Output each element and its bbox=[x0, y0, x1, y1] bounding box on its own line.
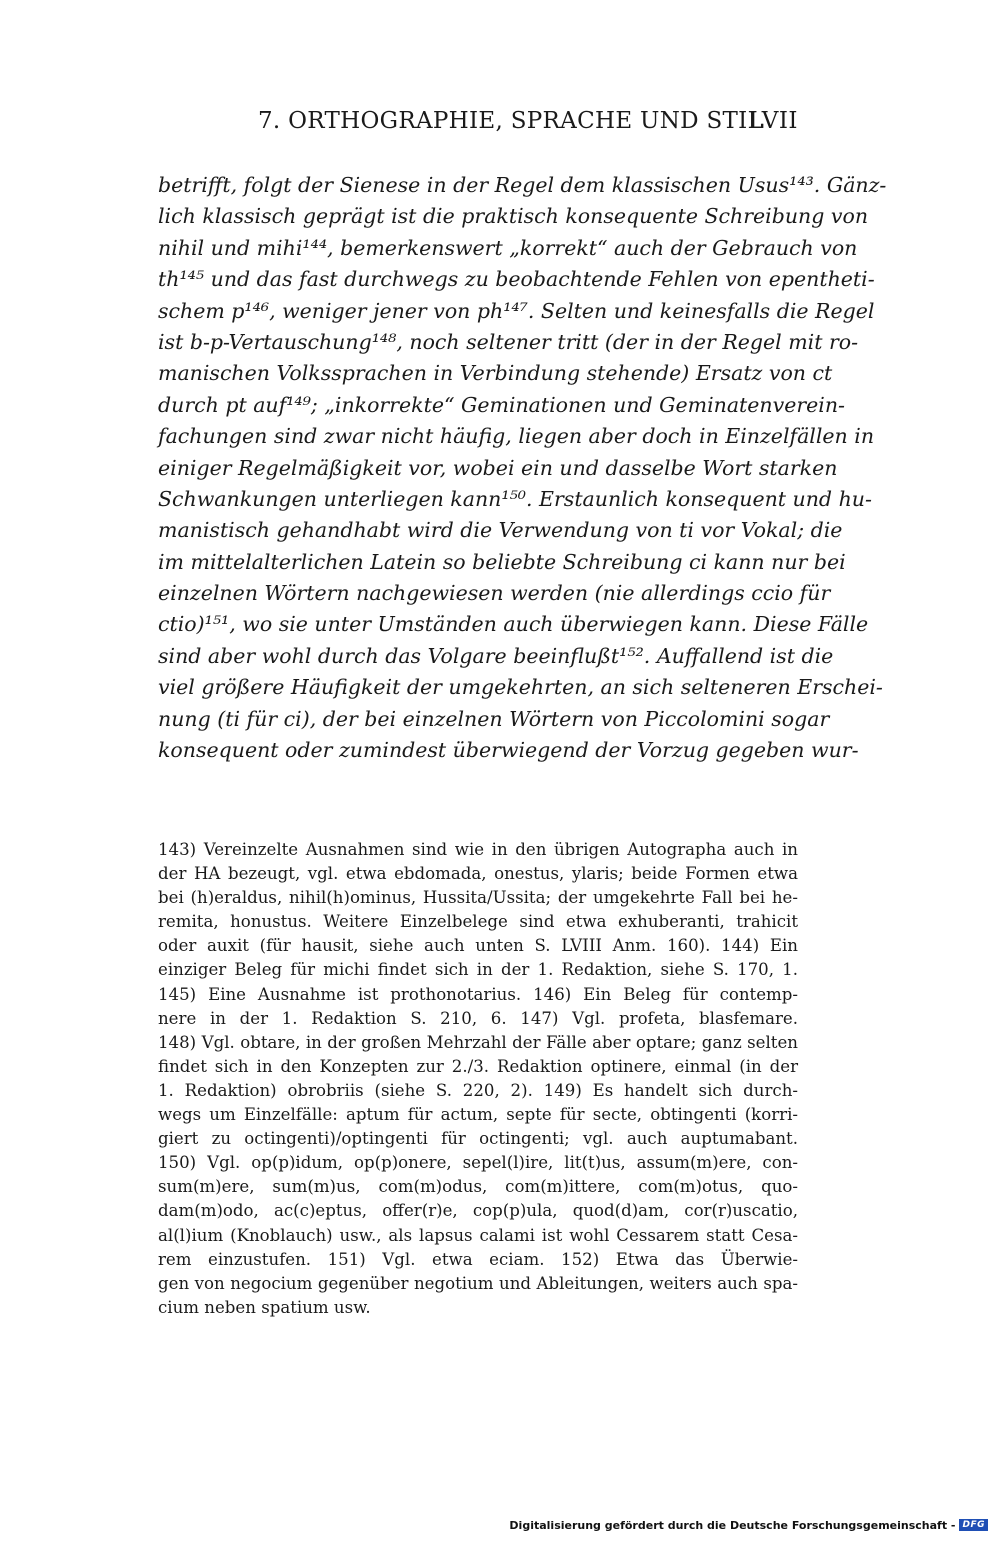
footnote-line: gen von negocium gegenüber negotium und Ableitungen, weiters auch spa- bbox=[158, 1273, 798, 1293]
body-line: betrifft, folgt der Sienese in der Regel dem klassischen Usus¹⁴³. Gänz- bbox=[158, 173, 887, 197]
footnote-line: nere in der 1. Redaktion S. 210, 6. 147) Vgl. profeta, blasfemare. bbox=[158, 1008, 798, 1028]
credit-text: Digitalisierung gefördert durch die Deutsche Forschungsgemeinschaft - bbox=[509, 1518, 956, 1532]
digitization-credit bbox=[509, 1517, 988, 1533]
body-line: manischen Volkssprachen in Verbindung stehende) Ersatz von ct bbox=[158, 361, 833, 386]
footnote-line: rem einzustufen. 151) Vgl. etwa eciam. 152) Etwa das Überwie- bbox=[158, 1249, 798, 1269]
body-text bbox=[158, 170, 887, 766]
body-line: th¹⁴⁵ und das fast durchwegs zu beobachtende Fehlen von epentheti- bbox=[158, 267, 875, 292]
footnote-line: remita, honustus. Weitere Einzelbelege sind etwa exhuberanti, trahicit bbox=[158, 912, 798, 932]
body-line: fachungen sind zwar nicht häufig, liegen aber doch in Einzelfällen in bbox=[158, 424, 875, 449]
footnote-line: findet sich in den Konzepten zur 2./3. Redaktion optinere, einmal (in der bbox=[158, 1056, 798, 1076]
running-head: 7. ORTHOGRAPHIE, SPRACHE UND STIL bbox=[258, 108, 764, 134]
body-line: ist b-p-Vertauschung¹⁴⁸, noch seltener tritt (der in der Regel mit ro- bbox=[158, 329, 859, 354]
footnote-line: al(l)ium (Knoblauch) usw., als lapsus calami ist wohl Cessarem statt Cesa- bbox=[158, 1225, 798, 1245]
body-line: nung (ti für ci), der bei einzelnen Wörtern von Piccolomini sogar bbox=[158, 706, 830, 731]
footnote-line: cium neben spatium usw. bbox=[158, 1297, 371, 1317]
footnote-line: wegs um Einzelfälle: aptum für actum, septe für secte, obtingenti (korri- bbox=[158, 1105, 798, 1125]
footnote-line: 145) Eine Ausnahme ist prothonotarius. 146) Ein Beleg für contemp- bbox=[158, 984, 798, 1004]
footnote-line: 148) Vgl. obtare, in der großen Mehrzahl der Fälle aber optare; ganz selten bbox=[158, 1032, 798, 1052]
footnote-line: oder auxit (für hausit, siehe auch unten S. LVIII Anm. 160). 144) Ein bbox=[158, 936, 798, 956]
body-line: schem p¹⁴⁶, weniger jener von ph¹⁴⁷. Selten und keinesfalls die Regel bbox=[158, 298, 875, 323]
body-line: im mittelalterlichen Latein so beliebte Schreibung ci kann nur bei bbox=[158, 549, 846, 574]
footnote-line: 143) Vereinzelte Ausnahmen sind wie in den übrigen Autographa auch in bbox=[158, 840, 798, 859]
footnote-line: der HA bezeugt, vgl. etwa ebdomada, onestus, ylaris; beide Formen etwa bbox=[158, 864, 798, 884]
body-line: konsequent oder zumindest überwiegend der Vorzug gegeben wur- bbox=[158, 738, 859, 763]
footnote-line: sum(m)ere, sum(m)us, com(m)odus, com(m)ittere, com(m)otus, quo- bbox=[158, 1177, 798, 1197]
footnote-line: dam(m)odo, ac(c)eptus, offer(r)e, cop(p)ula, quod(d)am, cor(r)uscatio, bbox=[158, 1201, 798, 1221]
footnotes bbox=[158, 838, 798, 1320]
footnote-line: 150) Vgl. op(p)idum, op(p)onere, sepel(l)ire, lit(t)us, assum(m)ere, con- bbox=[158, 1153, 798, 1173]
body-line: durch pt auf¹⁴⁹; „inkorrekte“ Geminationen und Geminatenverein- bbox=[158, 392, 845, 417]
body-line: sind aber wohl durch das Volgare beeinflußt¹⁵². Auffallend ist die bbox=[158, 643, 834, 668]
footnote-line: 1. Redaktion) obrobriis (siehe S. 220, 2). 149) Es handelt sich durch- bbox=[158, 1080, 798, 1100]
footnote-line: bei (h)eraldus, nihil(h)ominus, Hussita/Ussita; der umgekehrte Fall bei he- bbox=[158, 888, 798, 908]
page-number: LVII bbox=[748, 108, 798, 134]
body-line: ctio)¹⁵¹, wo sie unter Umständen auch überwiegen kann. Diese Fälle bbox=[158, 612, 869, 637]
body-line: Schwankungen unterliegen kann¹⁵⁰. Erstaunlich konsequent und hu- bbox=[158, 486, 872, 511]
body-line: lich klassisch geprägt ist die praktisch konsequente Schreibung von bbox=[158, 204, 869, 229]
footnote-line: giert zu octingenti)/optingenti für octingenti; vgl. auch auptumabant. bbox=[158, 1129, 798, 1149]
body-line: einiger Regelmäßigkeit vor, wobei ein und dasselbe Wort starken bbox=[158, 455, 838, 480]
body-line: einzelnen Wörtern nachgewiesen werden (nie allerdings ccio für bbox=[158, 581, 831, 606]
body-line: manistisch gehandhabt wird die Verwendung von ti vor Vokal; die bbox=[158, 518, 843, 543]
page-header bbox=[158, 108, 798, 140]
body-line: viel größere Häufigkeit der umgekehrten, an sich selteneren Erschei- bbox=[158, 675, 883, 700]
dfg-logo: DFG bbox=[959, 1519, 988, 1531]
body-line: nihil und mihi¹⁴⁴, bemerkenswert „korrekt“ auch der Gebrauch von bbox=[158, 235, 858, 260]
footnote-line: einziger Beleg für michi findet sich in der 1. Redaktion, siehe S. 170, 1. bbox=[158, 960, 798, 980]
